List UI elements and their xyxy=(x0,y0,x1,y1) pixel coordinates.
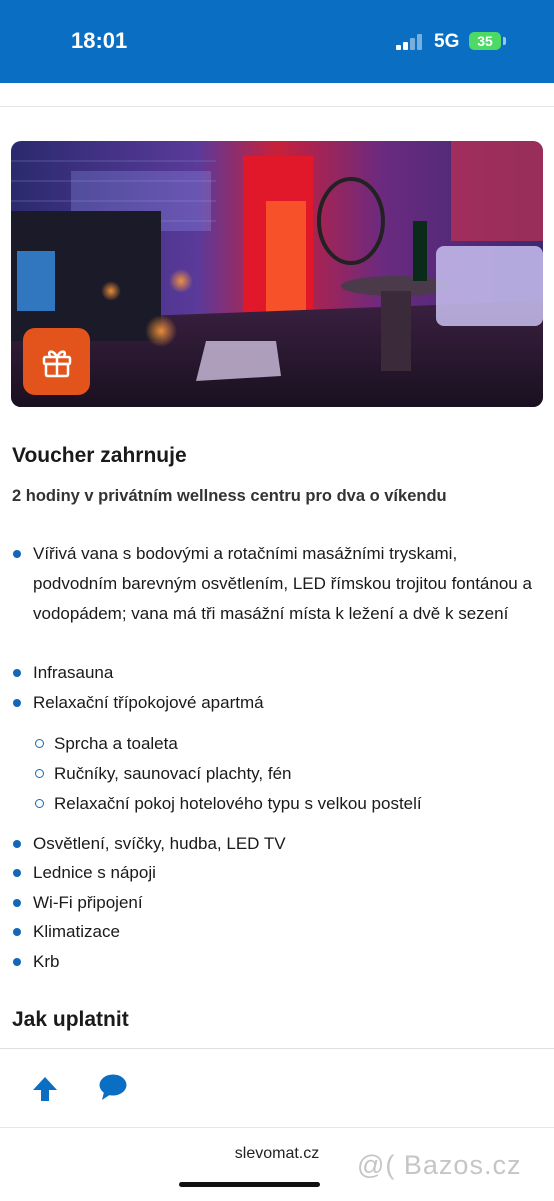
bullet-icon xyxy=(13,840,21,848)
list-item: Osvětlení, svíčky, hudba, LED TV xyxy=(33,834,286,853)
circle-bullet-icon xyxy=(35,739,44,748)
circle-bullet-icon xyxy=(35,799,44,808)
bullet-icon xyxy=(13,899,21,907)
bullet-icon xyxy=(13,869,21,877)
hero-image[interactable] xyxy=(11,141,543,407)
list-item: Lednice s nápoji xyxy=(33,863,156,882)
list-item: Klimatizace xyxy=(33,922,120,941)
signal-bars-icon xyxy=(396,34,424,50)
circle-bullet-icon xyxy=(35,769,44,778)
header-divider xyxy=(0,106,554,107)
section-title-voucher: Voucher zahrnuje xyxy=(12,444,187,467)
battery-level: 35 xyxy=(469,32,501,50)
gift-icon xyxy=(40,345,74,379)
status-time: 18:01 xyxy=(71,28,128,53)
list-item: Krb xyxy=(33,952,60,971)
status-bar xyxy=(0,0,554,83)
section-title-how-to: Jak uplatnit xyxy=(12,1008,129,1031)
arrow-up-icon[interactable] xyxy=(32,1075,58,1103)
battery-icon xyxy=(503,37,506,45)
bullet-icon xyxy=(13,669,21,677)
sub-list-item: Relaxační pokoj hotelového typu s velkou postelí xyxy=(54,794,422,813)
home-indicator[interactable] xyxy=(179,1182,320,1187)
sub-list-item: Sprcha a toaleta xyxy=(54,734,178,753)
address-bar-url[interactable]: slevomat.cz xyxy=(234,1145,320,1162)
list-item: Vířivá vana s bodovými a rotačními masážními tryskami, podvodním barevným osvětlením, LED římskou trojitou fontánou a vodopádem; vana má tři masážní místa k ležení a dvě k sezení xyxy=(33,544,532,623)
watermark-logo: @( Bazos.cz xyxy=(357,1150,522,1180)
network-type: 5G xyxy=(434,31,460,52)
list-item: Wi-Fi připojení xyxy=(33,893,143,912)
voucher-subtitle: 2 hodiny v privátním wellness centru pro dva o víkendu xyxy=(12,487,447,505)
bullet-icon xyxy=(13,699,21,707)
bullet-icon xyxy=(13,928,21,936)
bullet-icon xyxy=(13,958,21,966)
wellness-room-photo xyxy=(11,141,543,407)
list-item: Infrasauna xyxy=(33,663,114,682)
sub-list-item: Ručníky, saunovací plachty, fén xyxy=(54,764,292,783)
chat-bubble-icon[interactable] xyxy=(98,1073,128,1101)
list-item: Relaxační třípokojové apartmá xyxy=(33,693,264,712)
gift-badge[interactable] xyxy=(23,328,90,395)
bullet-icon xyxy=(13,550,21,558)
address-divider xyxy=(0,1127,554,1128)
